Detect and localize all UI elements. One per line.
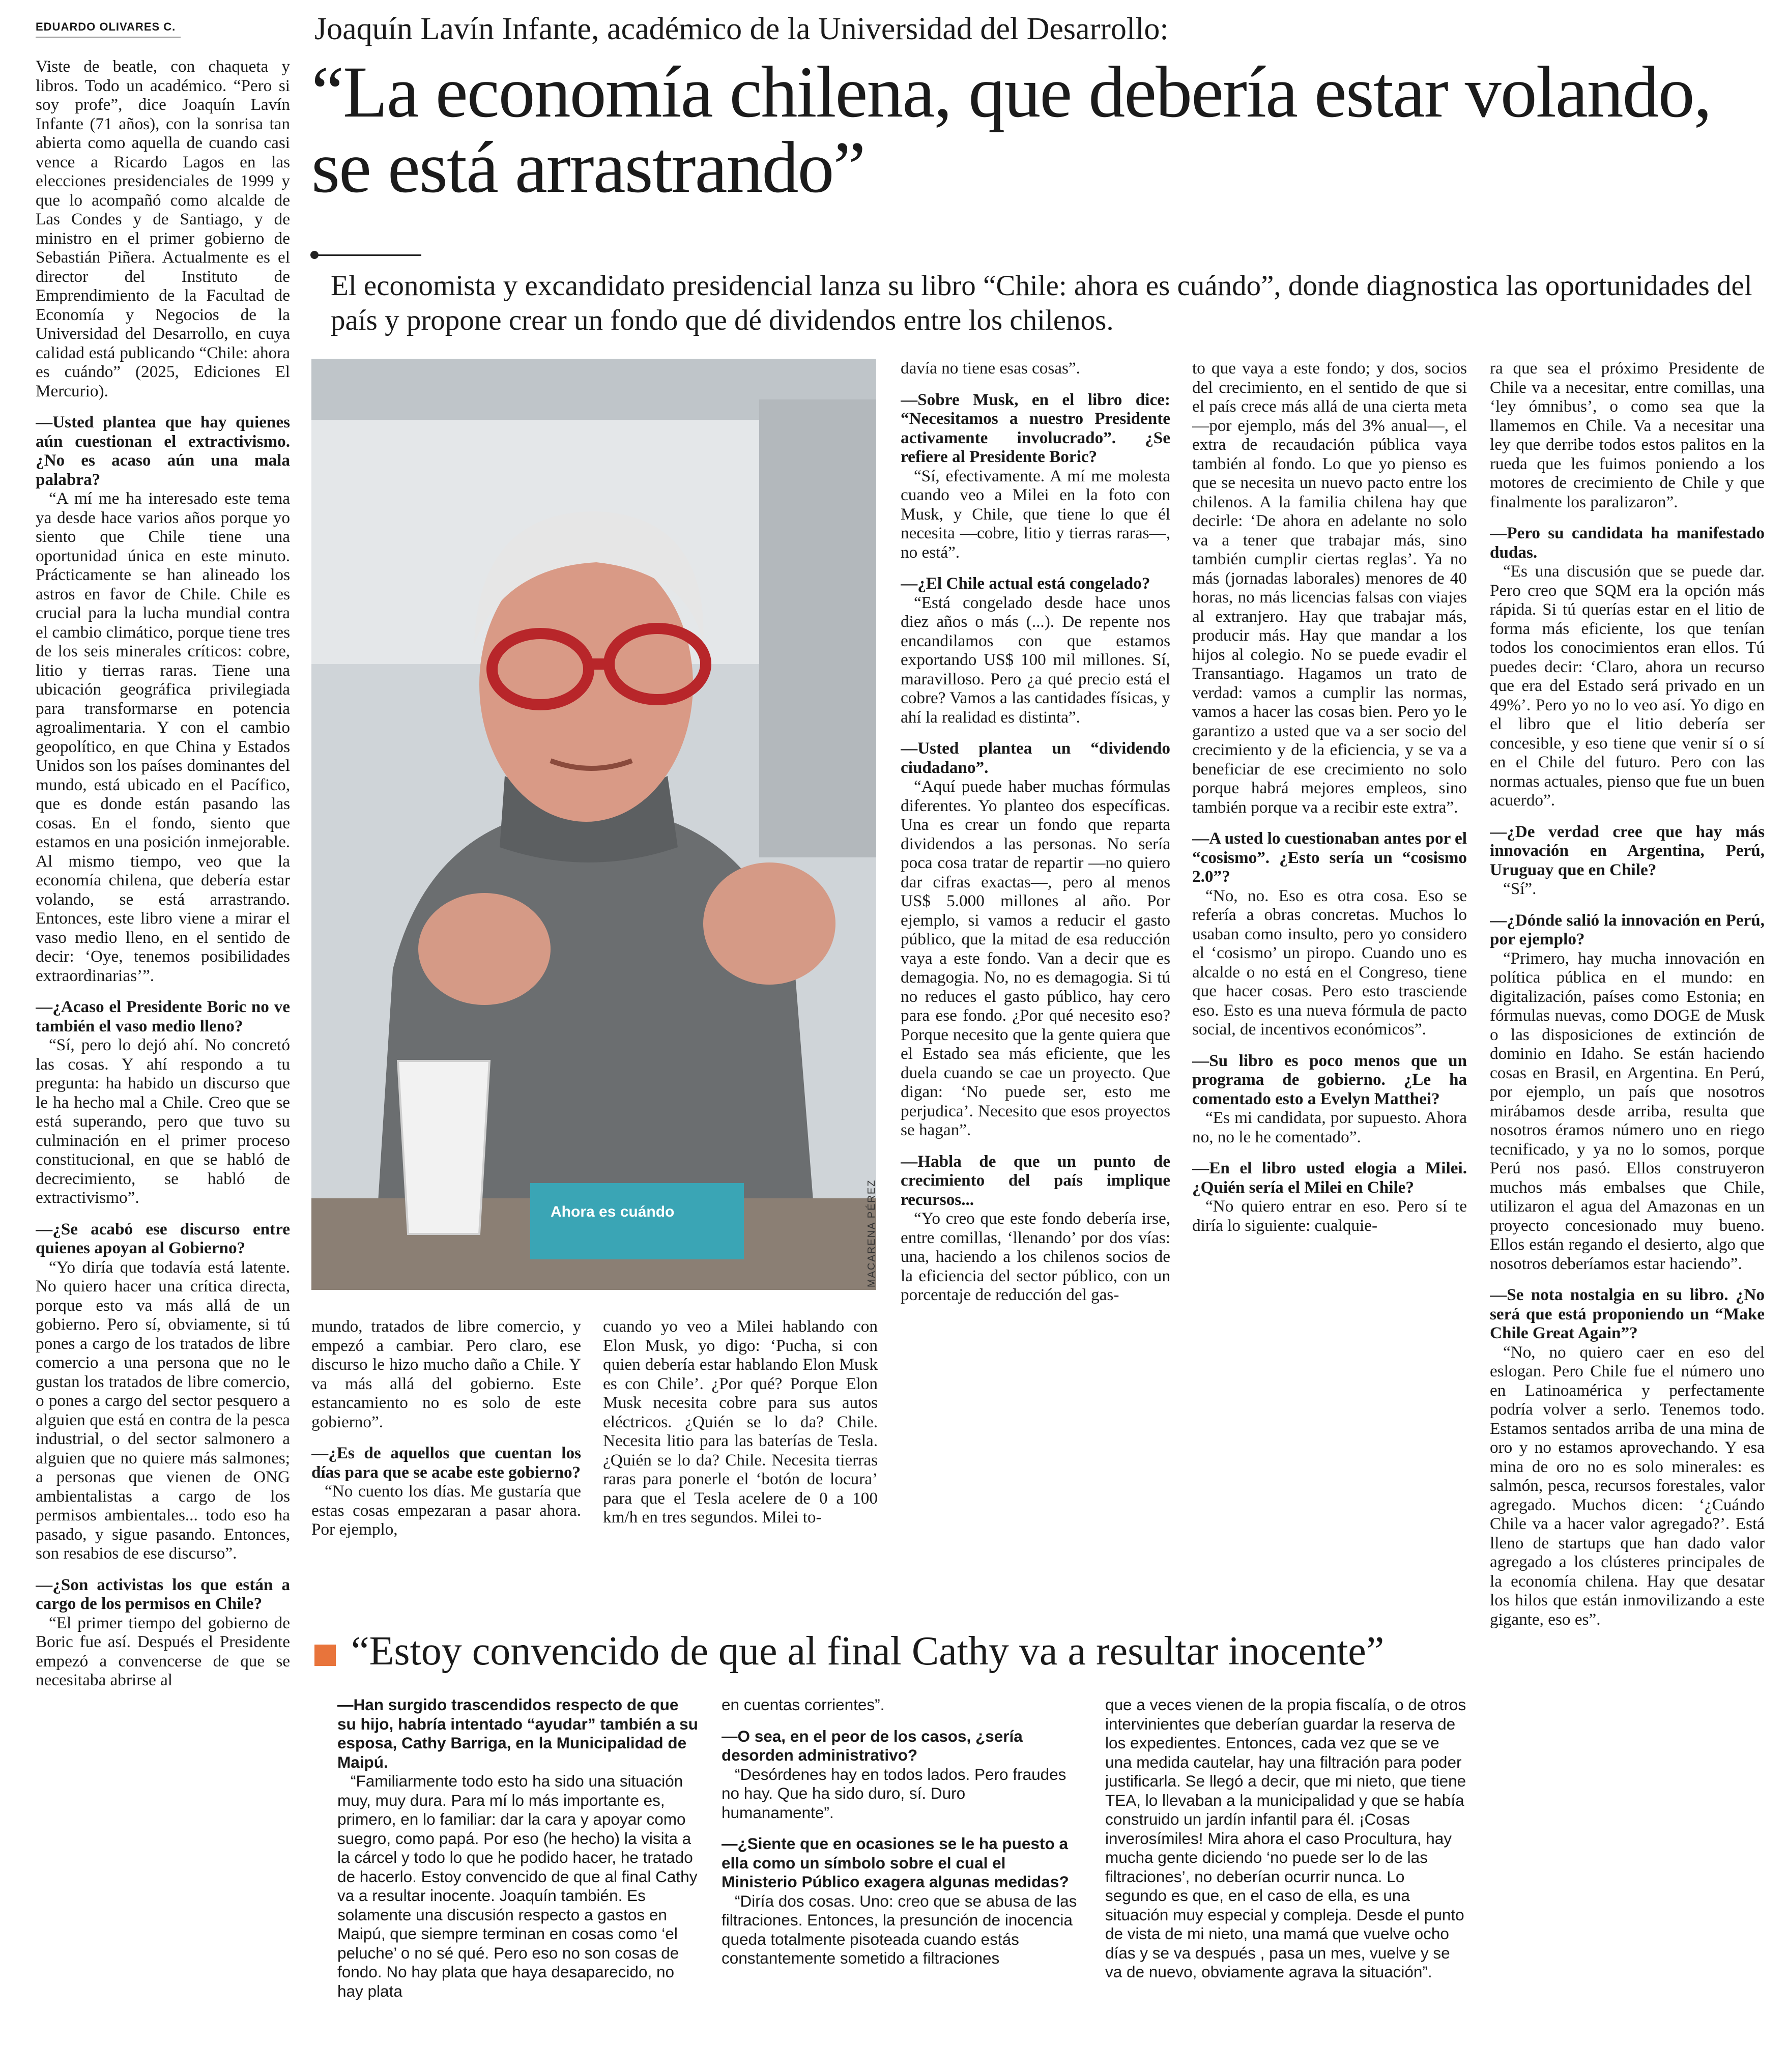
column-6 — [1490, 359, 1765, 2038]
byline: EDUARDO OLIVARES C. — [36, 20, 176, 33]
headline-divider — [314, 254, 421, 256]
interview-question: —¿Son activistas los que están a cargo de los permisos en Chile? — [36, 1575, 290, 1613]
photo-credit: MACARENA PÉREZ — [866, 1179, 877, 1287]
interview-question: —Sobre Musk, en el libro dice: “Necesitamos a nuestro Presidente activamente involucrado”. ¿Se refiere al Presidente Boric? — [901, 390, 1170, 466]
box-column-3 — [1105, 1695, 1469, 2052]
interview-paragraph: que a veces vienen de la propia fiscalía, o de otros intervinientes que deberían guardar la reserva de los expedientes. Entonces, cada vez que se ve una medida cautelar, hay una filtración para poder justificarla. Se llegó a decir, que mi nieto, que tiene TEA, lo llevaban a la municipalidad y que se había construido un jardín infantil para él. ¡Cosas inverosímiles! Mira ahora el caso Procultura, hay mucha gente diciendo ‘no puede ser lo de las filtraciones’, no deberían ocurrir nunca. Lo segundo es que, en el caso de ella, es una situación muy especial y compleja. Desde el punto de vista de mi nieto, una mamá que vuelve ocho días y se va después , pasa un mes, vuelve y se va de nuevo, obviamente agrava la situación”. — [1105, 1695, 1466, 1981]
interview-question: —O sea, en el peor de los casos, ¿sería desorden administrativo? — [722, 1726, 1023, 1764]
interview-paragraph: “No, no. Eso es otra cosa. Eso se refería a obras concretas. Muchos lo usaban como insulto, pero yo considero el ‘cosismo’ un piropo. Cuando uno es alcalde o no está en el Congreso, tiene que hacer cosas. Pero esto trasciende eso. Esto es una nueva fórmula de pacto social, de incentivos económicos”. — [1192, 886, 1467, 1039]
interview-paragraph: “Yo diría que todavía está latente. No quiero hacer una crítica directa, porque esto va más allá de un gobierno. Pero sí, obviamente, si tú pones a cargo de los tratados de libre comercio a una persona que no le gustan los tratados de libre comercio, o pones a cargo del sector pesquero a alguien que está en contra de la pesca industrial, o del sector salmonero a alguien que no quiere más salmones; a personas que vienen de ONG ambientalistas a cargo de los permisos ambientales... todo eso ha pasado, y sigue pasando. Entonces, son resabios de ese discurso”. — [36, 1257, 290, 1563]
interview-paragraph: “Sí, efectivamente. A mí me molesta cuando veo a Milei en la foto con Musk, y Chile, que tiene lo que él necesita —cobre, litio y tierras raras—, no está”. — [901, 466, 1170, 562]
interview-question: —A usted lo cuestionaban antes por el “cosismo”. ¿Esto sería un “cosismo 2.0”? — [1192, 829, 1467, 886]
interview-paragraph: en cuentas corrientes”. — [722, 1695, 885, 1714]
column-4 — [901, 359, 1170, 1605]
interview-paragraph: “Sí”. — [1503, 879, 1537, 898]
interview-paragraph: “Yo creo que este fondo debería irse, entre comillas, ‘llenando’ por dos vías: una, haciendo a los chilenos socios de la eficiencia del sector público, con un porcentaje de reducción del gas- — [901, 1209, 1170, 1304]
interview-paragraph: “A mí me ha interesado este tema ya desde hace varios años porque yo siento que Chile tiene una oportunidad única en este minuto. Prácticamente se han alineado los astros en favor de Chile. Chile es crucial para la lucha mundial contra el cambio climático, porque tiene tres de los seis minerales críticos: cobre, litio y tierras raras. Tiene una ubicación geográfica privilegiada para transformarse en potencia agroalimentaria. Y con el cambio geopolítico, en que China y Estados Unidos son los países dominantes del mundo, está ubicado en el Pacífico, que es donde están pasando las cosas. En el fondo, siento que estamos en una posición inmejorable. Al mismo tiempo, veo que la economía chilena, que debería estar volando, se está arrastrando. Entonces, este libro viene a mirar el vaso medio lleno, en el sentido de decir: ‘Oye, tenemos posibilidades extraordinarias’”. — [36, 489, 290, 985]
box-column-2 — [722, 1695, 1078, 2052]
box-title: “Estoy convencido de que al final Cathy va a resultar inocente” — [351, 1629, 1385, 1674]
interview-question: —¿Se acabó ese discurso entre quienes apoyan al Gobierno? — [36, 1219, 290, 1257]
photo — [311, 359, 876, 1290]
byline-rule — [36, 37, 181, 38]
interview-question: —¿Dónde salió la innovación en Perú, por ejemplo? — [1490, 910, 1765, 948]
interview-question: —¿De verdad cree que hay más innovación en Argentina, Perú, Uruguay que en Chile? — [1490, 822, 1765, 879]
interview-paragraph: ra que sea el próximo Presidente de Chile va a necesitar, entre comillas, una ‘ley ómnibus’, o como sea que la llamemos en Chile. Va a necesitar una ley que derribe todos estos palitos en la rueda que les fuimos poniendo a los motores de crecimiento de Chile y que finalmente los paralizaron”. — [1490, 359, 1765, 511]
interview-paragraph: cuando yo veo a Milei hablando con Elon Musk, yo digo: ‘Pucha, si con quien debería estar hablando Elon Musk es con Chile’. ¿Por qué? Porque Elon Musk necesita cobre para sus autos eléctricos. ¿Quién se lo da? Chile. Necesita litio para las baterías de Tesla. ¿Quién se lo da? Chile. Necesita tierras raras para ponerle el ‘botón de locura’ para que el Tesla acelere de 0 a 100 km/h en tres segundos. Milei to- — [603, 1317, 878, 1527]
interview-question: —¿Acaso el Presidente Boric no ve también el vaso medio lleno? — [36, 997, 290, 1035]
interview-paragraph: “Familiarmente todo esto ha sido una situación muy, muy dura. Para mí lo más importante es, primero, en lo familiar: dar la cara y apoyar como suegro, como papá. Por eso (he hecho) la visita a la cárcel y todo lo que he podido hacer, he tratado de hacerlo. Estoy convencido de que al final Cathy va a resultar inocente. Joaquín también. Es solamente una discusión respecto a gastos en Maipú, que siempre terminan en cosas como ‘el peluche’ o no sé qué. Pero eso no son cosas de fondo. No hay plata que haya desaparecido, no hay plata — [337, 1772, 698, 2000]
interview-question: —Usted plantea que hay quienes aún cuestionan el extractivismo. ¿No es acaso aún una mala palabra? — [36, 413, 290, 489]
interview-paragraph: to que vaya a este fondo; y dos, socios del crecimiento, en el sentido de que si el país crece más allá de una cierta meta —por ejemplo, más del 3% anual—, el extra de recaudación pública vaya también al fondo. Lo que yo pienso es que se necesita un nuevo pacto entre los chilenos. A la familia chilena hay que decirle: ‘De ahora en adelante no solo va a tener que trabajar más, sino también cumplir ciertas reglas’. Ya no más (jornadas laborales) menores de 40 horas, no más licencias falsas con viajes al extranjero. Hay que trabajar más, producir más. Hay que mandar a los hijos al colegio. No se puede evadir el Transantiago. Hagamos un trato de verdad: vamos a cumplir las normas, vamos a hacer las cosas bien. Pero yo le garantizo a usted que va a ser socio del crecimiento y de la eficiencia, y se va a beneficiar de ese crecimiento no solo porque habrá mejores empleos, sino también porque va a recibir este extra”. — [1192, 359, 1467, 817]
interview-paragraph: “Diría dos cosas. Uno: creo que se abusa de las filtraciones. Entonces, la presunción de inocencia queda totalmente pisoteada cuando estás constantemente sometido a filtraciones — [722, 1891, 1077, 1967]
headline: “La economía chilena, que debería estar volando, se está arrastrando” — [311, 52, 1711, 208]
interview-question: —Usted plantea un “dividendo ciudadano”. — [901, 739, 1170, 777]
column-2-bottom — [311, 1317, 581, 1602]
interview-question: —En el libro usted elogia a Milei. ¿Quién sería el Milei en Chile? — [1192, 1159, 1467, 1197]
column-1 — [36, 57, 290, 2041]
interview-question: —¿Siente que en ocasiones se le ha puesto a ella como un símbolo sobre el cual el Ministerio Público exagera algunas medidas? — [722, 1834, 1069, 1891]
interview-paragraph: “No quiero entrar en eso. Pero sí te diría lo siguiente: cualquie- — [1192, 1197, 1467, 1235]
interview-question: —Habla de que un punto de crecimiento del país implique recursos... — [901, 1152, 1170, 1209]
interview-paragraph: mundo, tratados de libre comercio, y empezó a cambiar. Pero claro, ese discurso le hizo mucho daño a Chile. Y va más allá del gobierno. Este estancamiento no es solo de este gobierno”. — [311, 1317, 581, 1431]
kicker: Joaquín Lavín Infante, académico de la Universidad del Desarrollo: — [314, 12, 1169, 46]
interview-question: —Pero su candidata ha manifestado dudas. — [1490, 524, 1765, 562]
interview-paragraph: “Es mi candidata, por supuesto. Ahora no, no le he comentado”. — [1192, 1108, 1467, 1146]
interview-paragraph: “No cuento los días. Me gustaría que estas cosas empezaran a pasar ahora. Por ejemplo, — [311, 1482, 581, 1539]
interview-paragraph: Viste de beatle, con chaqueta y libros. Todo un académico. “Pero si soy profe”, dice Joaquín Lavín Infante (71 años), con la sonrisa tan abierta como aquella de cuando casi vence a Ricardo Lagos en las elecciones presidenciales de 1999 y que lo acompañó como alcalde de Las Condes y de Santiago, y de ministro en el primer gobierno de Sebastián Piñera. Actualmente es el director del Instituto de Emprendimiento de la Facultad de Economía y Negocios de la Universidad del Desarrollo, en cuya calidad está publicando “Chile: ahora es cuándo” (2025, Ediciones El Mercurio). — [36, 57, 290, 400]
interview-question: —¿El Chile actual está congelado? — [901, 574, 1150, 593]
box-column-1 — [337, 1695, 699, 2052]
box-accent-square — [314, 1645, 336, 1666]
interview-question: —Su libro es poco menos que un programa de gobierno. ¿Le ha comentado esto a Evelyn Matthei? — [1192, 1051, 1467, 1108]
portrait-illustration — [311, 359, 876, 1290]
interview-paragraph: “Desórdenes hay en todos lados. Pero fraudes no hay. Que ha sido duro, sí. Duro humanamente”. — [722, 1765, 1067, 1822]
interview-paragraph: davía no tiene esas cosas”. — [901, 359, 1080, 378]
interview-paragraph: “El primer tiempo del gobierno de Boric fue así. Después el Presidente empezó a convencerse de que se necesitaba abrirse al — [36, 1613, 290, 1689]
deck: El economista y excandidato presidencial lanza su libro “Chile: ahora es cuándo”, donde diagnostica las oportunidades del país y propone crear un fondo que dé dividendos entre los chilenos. — [331, 270, 1752, 336]
interview-paragraph: “Aquí puede haber muchas fórmulas diferentes. Yo planteo dos específicas. Una es crear un fondo que reparta dividendos a las personas. No sería poca cosa tratar de repartir —no quiero dar cifras exactas—, pero al menos US$ 5.000 millones al año. Por ejemplo, si vamos a reducir el gasto público, que la mitad de esa reducción vaya a este fondo. Van a decir que es demagogia. No, no es demagogia. Si tú no reduces el gasto público, hay cero para ese fondo. ¿Por qué necesito eso? Porque necesito que la gente quiera que el Estado sea más eficiente, que les duela cuando se cae un proyecto. Que digan: ‘No puede ser, esto me perjudica’. Necesito que esos proyectos se hagan”. — [901, 777, 1170, 1139]
book-cover-text: Ahora es cuándo — [551, 1203, 675, 1220]
interview-paragraph: “Primero, hay mucha innovación en política pública en el mundo: en digitalización, países como Estonia; en fórmulas nuevas, como DOGE de Musk o las disposiciones de extinción de dominio en Idaho. Se están haciendo cosas en Brasil, en Argentina. En Perú, por ejemplo, un país que nosotros mirábamos desde arriba, resulta que nosotros éramos número uno en riego tecnificado, y ya no lo somos, porque Perú nos pasó. Ellos construyeron muchos más embalses que Chile, utilizaron el agua del Amazonas en un proyecto concesionado muy bueno. Ellos están regando el desierto, algo que nosotros deberíamos estar haciendo”. — [1490, 948, 1765, 1273]
interview-paragraph: “No, no quiero caer en eso del eslogan. Pero Chile fue el número uno en Latinoamérica y perfectamente podría volver a serlo. Tenemos todo. Estamos sentados arriba de una mina de oro y no estamos aprovechando. Y esa mina de oro no es solo minerales: es salmón, pesca, recursos forestales, valor agregado. Muchos dicen: ‘¿Cuándo Chile va a hacer valor agregado?’. Está lleno de startups que han dado valor agregado a los clústeres principales de la economía chilena. Hay que desatar los hilos que están inmovilizando a este gigante, eso es”. — [1490, 1342, 1765, 1629]
interview-question: —Han surgido trascendidos respecto de que su hijo, habría intentado “ayudar” también a su esposa, Cathy Barriga, en la Municipalidad de Maipú. — [337, 1695, 698, 1771]
column-5 — [1192, 359, 1467, 1605]
interview-paragraph: “Sí, pero lo dejó ahí. No concretó las cosas. Y ahí respondo a tu pregunta: ha habido un discurso que le ha hecho mal a Chile. Creo que se está superando, pero que tuvo su culminación en el primer proceso constitucional, en que se habló de decrecimiento, se habló de extractivismo”. — [36, 1035, 290, 1207]
interview-question: —¿Es de aquellos que cuentan los días para que se acabe este gobierno? — [311, 1444, 581, 1482]
column-3-bottom — [603, 1317, 878, 1602]
interview-paragraph: “Es una discusión que se puede dar. Pero creo que SQM era la opción más rápida. Si tú querías estar en el litio de forma más eficiente, los que tenían todos los conocimientos eran ellos. Tú puedes decir: ‘Claro, ahora un recurso que era del Estado será privado en un 49%’. Pero yo no lo veo así. Yo digo en el libro que el litio debería ser concesible, y eso tiene que venir sí o sí en el Chile del futuro. Pero con las normas actuales, pienso que fue un buen acuerdo”. — [1490, 562, 1765, 810]
interview-paragraph: “Está congelado desde hace unos diez años o más (...). De repente nos encandilamos con que estamos exportando US$ 100 mil millones. Sí, maravilloso. Pero ¿a qué precio está el cobre? Vamos a las cantidades físicas, y ahí la realidad es distinta”. — [901, 593, 1170, 727]
divider-dot — [310, 251, 319, 259]
interview-question: —Se nota nostalgia en su libro. ¿No será que está proponiendo un “Make Chile Great Again”? — [1490, 1285, 1765, 1342]
